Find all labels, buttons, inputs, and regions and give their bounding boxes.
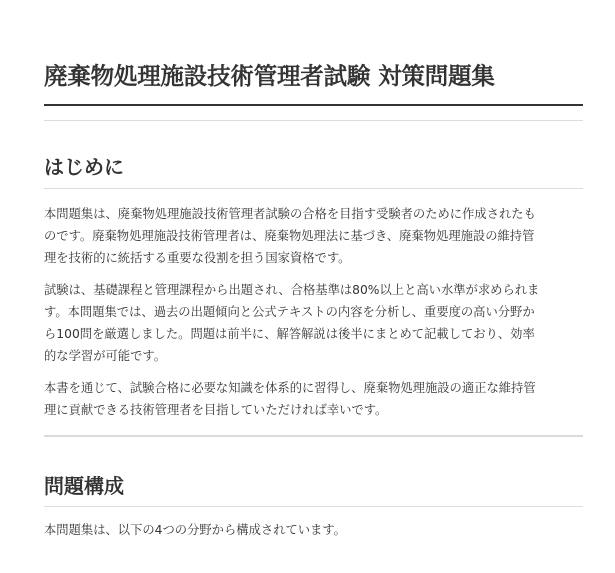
intro-paragraph-3 — [44, 377, 584, 421]
intro-heading-underline — [44, 188, 583, 189]
intro-paragraph-2 — [44, 279, 584, 367]
title-divider — [44, 120, 583, 121]
paragraph-line: 本書を通じて、試験合格に必要な知識を体系的に習得し、廃棄物処理施設の適正な維持管 — [44, 381, 536, 395]
section-divider — [44, 435, 583, 437]
paragraph-line: ら100問を厳選しました。問題は前半に、解答解説は後半にまとめて記載しており、効率 — [44, 327, 535, 341]
intro-heading: はじめに — [44, 155, 124, 179]
title-underline — [44, 104, 583, 106]
document-title: 廃棄物処理施設技術管理者試験 対策問題集 — [44, 62, 495, 90]
structure-heading: 問題構成 — [44, 474, 124, 498]
paragraph-line: 理に貢献できる技術管理者を目指していただければ幸いです。 — [44, 403, 388, 417]
paragraph-line: 理を技術的に統括する重要な役割を担う国家資格です。 — [44, 251, 351, 265]
paragraph-line: 本問題集は、以下の4つの分野から構成されています。 — [44, 523, 346, 537]
structure-heading-underline — [44, 506, 583, 507]
paragraph-line: 的な学習が可能です。 — [44, 349, 166, 363]
paragraph-line: 試験は、基礎課程と管理課程から出題され、合格基準は80%以上と高い水準が求められま — [44, 283, 540, 297]
structure-lead — [44, 519, 584, 541]
paragraph-line: のです。廃棄物処理施設技術管理者は、廃棄物処理法に基づき、廃棄物処理施設の維持管 — [44, 229, 535, 243]
paragraph-line: す。本問題集では、過去の出題傾向と公式テキストの内容を分析し、重要度の高い分野か — [44, 305, 535, 319]
paragraph-line: 本問題集は、廃棄物処理施設技術管理者試験の合格を目指す受験者のために作成されたも — [44, 207, 536, 221]
intro-paragraph-1 — [44, 203, 584, 269]
